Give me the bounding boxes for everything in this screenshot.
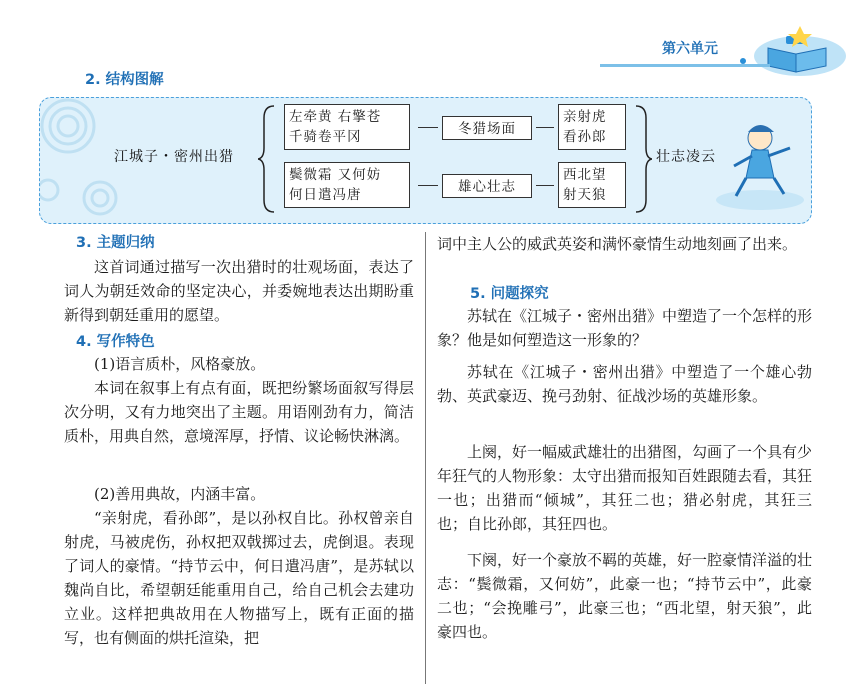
row2-center-box [442, 174, 532, 198]
unit-dot [740, 58, 746, 64]
row2-left-line1: 鬓微霜 又何妨 [289, 167, 382, 183]
row1-dash-right [536, 127, 554, 128]
row2-right-line2: 射天狼 [563, 187, 607, 203]
unit-underline [600, 64, 770, 67]
continuation-paragraph: 词中主人公的威武英姿和满怀豪情生动地刻画了出来。 [437, 235, 798, 253]
row1-right-line2: 看孙郎 [563, 129, 607, 145]
feature1-paragraph: 本词在叙事上有点有面，既把纷繁场面叙写得层次分明，又有力地突出了主题。用语刚劲有力，简洁质朴，用典自然，意境浑厚，抒情、议论畅快淋漓。 [64, 379, 414, 445]
ice-skater-illustration-icon [700, 108, 810, 218]
feature2-title: (2)善用典故，内涵丰富。 [94, 485, 266, 503]
question-paragraph: 苏轼在《江城子・密州出猎》中塑造了一个怎样的形象？他是如何塑造这一形象的？ [437, 307, 813, 349]
left-brace-icon [258, 104, 278, 214]
column-divider [425, 232, 426, 684]
structure-heading: 2. 结构图解 [85, 72, 164, 88]
row2-dash-right [536, 185, 554, 186]
features-heading: 4. 写作特色 [76, 334, 155, 350]
row1-center-box [442, 116, 532, 140]
row2-right-box [558, 162, 626, 208]
row1-left-box [284, 104, 410, 150]
book-illustration-icon [600, 20, 850, 82]
row1-left-line1: 左牵黄 右擎苍 [289, 109, 382, 125]
row1-left-line2: 千骑卷平冈 [289, 129, 362, 145]
row1-right-box [558, 104, 626, 150]
row2-right-line1: 西北望 [563, 167, 607, 183]
unit-header [600, 20, 850, 82]
row2-dash-left [418, 185, 438, 186]
diagram-conclusion: 壮志凌云 [656, 149, 716, 165]
unit-label: 第六单元 [662, 41, 718, 57]
row1-right-line1: 亲射虎 [563, 109, 607, 125]
row2-center-label: 雄心壮志 [458, 179, 516, 195]
feature1-title: (1)语言质朴，风格豪放。 [94, 355, 266, 373]
row2-left-line2: 何日遣冯唐 [289, 187, 362, 203]
theme-paragraph: 这首词通过描写一次出猎时的壮观场面，表达了词人为朝廷效命的坚定决心，并委婉地表达出期盼重新得到朝廷重用的愿望。 [64, 258, 414, 324]
answer1-paragraph: 苏轼在《江城子・密州出猎》中塑造了一个雄心勃勃、英武豪迈、挽弓劲射、征战沙场的英雄形象。 [437, 363, 812, 405]
diagram-root: 江城子・密州出猎 [114, 149, 234, 165]
row2-left-box [284, 162, 410, 208]
feature2-paragraph: “亲射虎，看孙郎”，是以孙权自比。孙权曾亲自射虎，马被虎伤，孙权把双戟掷过去，虎倒退。表现了词人的豪情。“持节云中，何日遣冯唐”，是苏轼以魏尚自比，希望朝廷能重用自己，给自己机会去建功立业。这样把典故用在人物描写上，既有正面的描写，也有侧面的烘托渲染，把 [64, 509, 414, 647]
explore-heading: 5. 问题探究 [470, 286, 549, 302]
right-brace-icon [632, 104, 652, 214]
structure-diagram [39, 97, 812, 224]
row1-center-label: 冬猎场面 [458, 121, 516, 137]
answer2-paragraph: 上阕，好一幅威武雄壮的出猎图，勾画了一个具有少年狂气的人物形象：太守出猎而报知百姓跟随去看，其狂一也；出猎而“倾城”，其狂二也；猎必射虎，其狂三也；自比孙郎，其狂四也。 [437, 443, 813, 533]
row1-dash-left [418, 127, 438, 128]
theme-heading: 3. 主题归纳 [76, 235, 155, 251]
answer3-paragraph: 下阕，好一个豪放不羁的英雄，好一腔豪情洋溢的壮志：“鬓微霜，又何妨”，此豪一也；“持节云中”，此豪二也；“会挽雕弓”，此豪三也；“西北望，射天狼”，此豪四也。 [437, 551, 813, 641]
